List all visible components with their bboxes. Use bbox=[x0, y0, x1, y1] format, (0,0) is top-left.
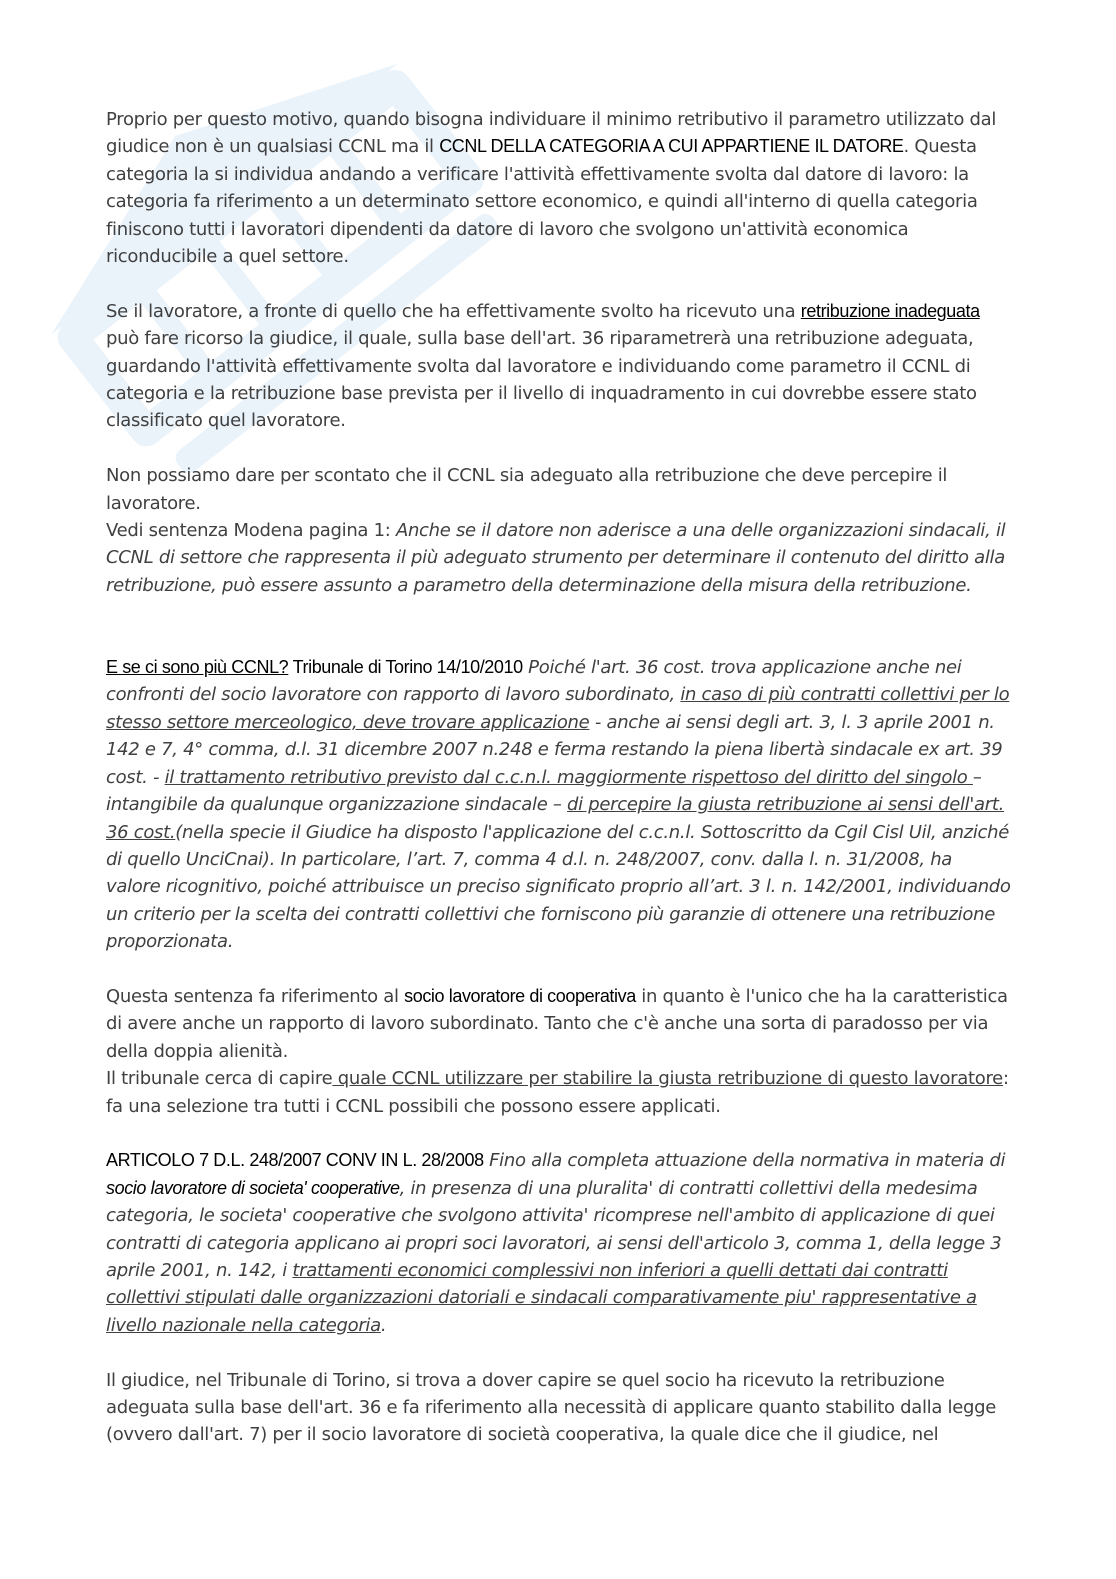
heading-articolo-7: ARTICOLO 7 D.L. 248/2007 CONV IN L. 28/2008 bbox=[106, 1150, 484, 1171]
paragraph-6 bbox=[106, 1147, 1011, 1339]
document-body bbox=[106, 106, 1011, 1476]
text: Il giudice, nel Tribunale di Torino, si trova a dover capire se quel socio ha ricevuto la retribuzione adeguata sulla base dell'art. 36 e fa riferimento alla necessità di applicare quanto stabilito dalla legge (ovvero dall'art. 7) per il socio lavoratore di società cooperativa, la quale dice che il giudice, nel bbox=[106, 1369, 997, 1446]
paragraph-2 bbox=[106, 298, 1011, 435]
text: Vedi sentenza Modena pagina 1: bbox=[106, 520, 396, 542]
quote-sentenza-modena: Anche se il datore non aderisce a una delle organizzazioni sindacali, il CCNL di settore che rappresenta il più adeguato strumento per determinare il contenuto del diritto alla retribuzione, può essere assunto a parametro della determinazione della misura della retribuzione. bbox=[106, 520, 1006, 596]
text: Fino alla completa attuazione della normativa in materia di bbox=[483, 1150, 1006, 1172]
text: – intangibile da qualunque organizzazione sindacale – bbox=[106, 766, 982, 816]
text: - anche ai sensi degli art. 3, l. 3 aprile 2001 n. 142 e 7, 4° comma, d.l. 31 dicembre 2007 n.248 e ferma restando la piena libertà sindacale ex art. 39 cost. - bbox=[106, 711, 1003, 788]
text: in quanto è l'unico che ha la caratteristica di avere anche un rapporto di lavoro subordinato. Tanto che c'è anche una sorta di paradosso per via della doppia alienità. bbox=[106, 985, 1008, 1062]
spacer bbox=[106, 627, 1011, 654]
text: . Questa categoria la si individua andando a verificare l'attività effettivamente svolta dal datore di lavoro: la categoria fa riferimento a un determinato settore economico, e quindi all'interno di quella categoria finiscono tutti i lavoratori dipendenti da datore di lavoro che svolgono un'attività economica riconducibile a quel settore. bbox=[106, 136, 978, 268]
text: (nella specie il Giudice ha disposto l'applicazione del c.c.n.l. Sottoscritto da Cgil Cisl Uil, anziché di quello UnciCnai). In particolare, l’art. 7, comma 4 d.l. n. 248/2007, conv. dalla l. n. 31/2008, ha valore ricognitivo, poiché attribuisce un preciso significato proprio all’art. 3 l. n. 142/2001, individuando un criterio per la scelta dei contratti collettivi che forniscono più garanzie di ottenere una retribuzione proporzionata. bbox=[106, 821, 1011, 953]
text: Il tribunale cerca di capire bbox=[106, 1068, 333, 1090]
text-underlined: di percepire la giusta retribuzione ai sensi dell'art. 36 cost. bbox=[106, 794, 1005, 843]
paragraph-4 bbox=[106, 654, 1011, 955]
paragraph-3a bbox=[106, 462, 1011, 517]
paragraph-3b bbox=[106, 517, 1011, 599]
text: Non possiamo dare per scontato che il CCNL sia adeguato alla retribuzione che deve percepire il lavoratore. bbox=[106, 465, 948, 514]
heading-tribunale-torino: Tribunale di Torino 14/10/2010 bbox=[288, 657, 523, 678]
highlight-retribuzione-inadeguata: retribuzione inadeguata bbox=[800, 300, 980, 321]
text-underlined: il trattamento retributivo previsto dal c.c.n.l. maggiormente rispettoso del diritto del singolo bbox=[164, 766, 973, 788]
text: . bbox=[380, 1314, 387, 1336]
paragraph-5a bbox=[106, 983, 1011, 1065]
paragraph-1 bbox=[106, 106, 1011, 270]
text: può fare ricorso la giudice, il quale, sulla base dell'art. 36 riparametrerà una retribuzione adeguata, guardando l'attività effettivamente svolta dal lavoratore e individuando come parametro il CCNL di categoria e la retribuzione base prevista per il livello di inquadramento in cui dovrebbe essere stato classificato quel lavoratore. bbox=[106, 328, 977, 432]
highlight-socio-lavoratore: socio lavoratore di cooperativa bbox=[404, 985, 636, 1006]
text: Questa sentenza fa riferimento al bbox=[106, 985, 405, 1007]
highlight-socio-cooperative: socio lavoratore di societa' cooperative bbox=[106, 1177, 400, 1198]
paragraph-5b bbox=[106, 1065, 1011, 1120]
text: : fa una selezione tra tutti i CCNL possibili che possono essere applicati. bbox=[106, 1068, 1009, 1117]
heading-piu-ccnl: E se ci sono più CCNL? bbox=[106, 657, 289, 678]
highlight-ccnl-categoria: CCNL DELLA CATEGORIA A CUI APPARTIENE IL DATORE bbox=[439, 136, 904, 157]
text: Se il lavoratore, a fronte di quello che ha effettivamente svolto ha ricevuto una bbox=[106, 300, 801, 322]
text: , in presenza di una pluralita' di contratti collettivi della medesima categoria, le societa' cooperative che svolgono attivita' ricomprese nell'ambito di applicazione di quei contratti di categoria applicano ai propri soci lavoratori, ai sensi dell'articolo 3, comma 1, della legge 3 aprile 2001, n. 142, i bbox=[106, 1177, 1002, 1281]
text: Proprio per questo motivo, quando bisogna individuare il minimo retributivo il parametro utilizzato dal giudice non è un qualsiasi CCNL ma il bbox=[106, 109, 997, 158]
text-underlined: quale CCNL utilizzare per stabilire la giusta retribuzione di questo lavoratore bbox=[332, 1068, 1003, 1090]
paragraph-7 bbox=[106, 1367, 1011, 1449]
text-underlined: trattamenti economici complessivi non inferiori a quelli dettati dai contratti collettivi stipulati dalle organizzazioni datoriali e sindacali comparativamente piu' rappresentative a livello nazionale nella categoria bbox=[106, 1259, 977, 1336]
text-underlined: in caso di più contratti collettivi per lo stesso settore merceologico, deve trovare applicazione bbox=[106, 684, 1010, 733]
text: Poiché l'art. 36 cost. trova applicazione anche nei confronti del socio lavoratore con rapporto di lavoro subordinato, bbox=[106, 657, 962, 706]
